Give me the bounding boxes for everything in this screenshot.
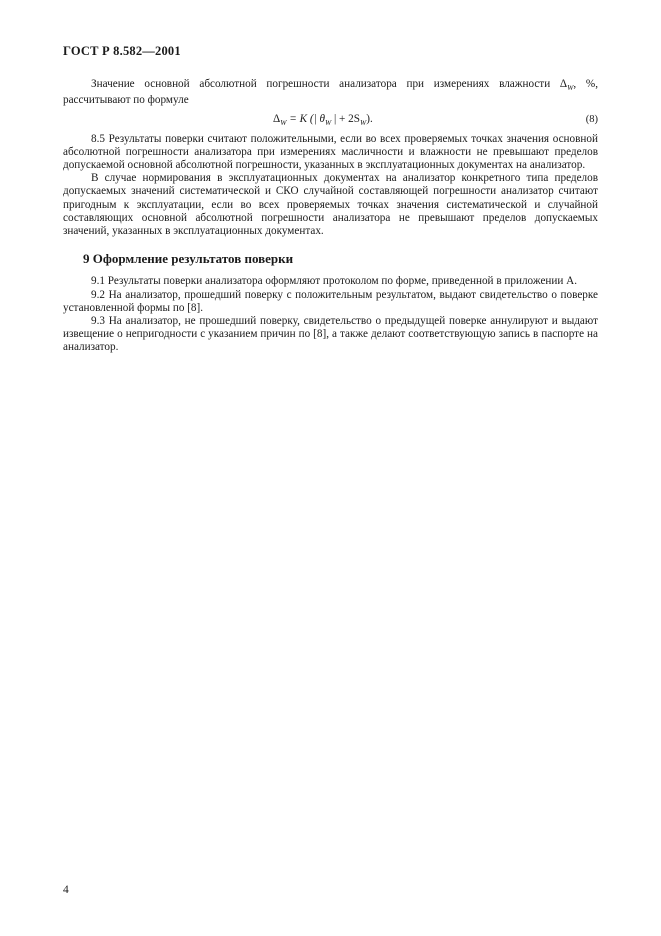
- page-number: 4: [63, 884, 69, 896]
- paragraph-8-5: 8.5 Результаты поверки считают положительными, если во всех проверяемых точках значения основной абсолютной погрешности анализатора при измерениях масличности и влажности не превышают пределов допускаемой основной абсолютной погрешности, указанных в эксплуатационных документах на анализатор.: [63, 132, 598, 172]
- page-body: [63, 78, 598, 355]
- intro-text: Значение основной абсолютной погрешности анализатора при измерениях влажности Δ: [91, 78, 568, 90]
- formula-number: (8): [585, 113, 598, 125]
- formula-row: [63, 113, 598, 127]
- intro-subscript: W: [567, 83, 574, 93]
- intro-tail: , %, рассчитывают по формуле: [63, 78, 598, 107]
- formula-8: $\Delta_W = K$ (| $\theta_W$ | + $2S_W$).: [273, 112, 373, 127]
- document-code: ГОСТ Р 8.582—2001: [63, 44, 181, 58]
- paragraph-9-1: 9.1 Результаты поверки анализатора оформляют протоколом по форме, приведенной в приложении А.: [91, 275, 578, 288]
- paragraph-9-3: 9.3 На анализатор, не прошедший поверку, свидетельство о предыдущей поверке аннулируют и выдают извещение о непригодности с указанием причин по [8], а также делают соответствующую запись в паспорте на анализатор.: [63, 315, 598, 354]
- paragraph-9-2: 9.2 На анализатор, прошедший поверку с положительным результатом, выдают свидетельство о поверке установленной формы по [8].: [63, 288, 598, 314]
- paragraph-formula-intro: [63, 78, 598, 108]
- paragraph-normalization: В случае нормирования в эксплуатационных документах на анализатор конкретного типа пределов допускаемых значений систематической и СКО случайной составляющей погрешности анализатор считают пригодным к эксплуатации, если во всех проверяемых точках значения систематической и случайной составляющих основной абсолютной погрешности анализатора не превышают пределов допускаемых значений, указанных в эксплуатационных документах.: [63, 172, 598, 238]
- section-9-heading: 9 Оформление результатов поверки: [83, 251, 294, 267]
